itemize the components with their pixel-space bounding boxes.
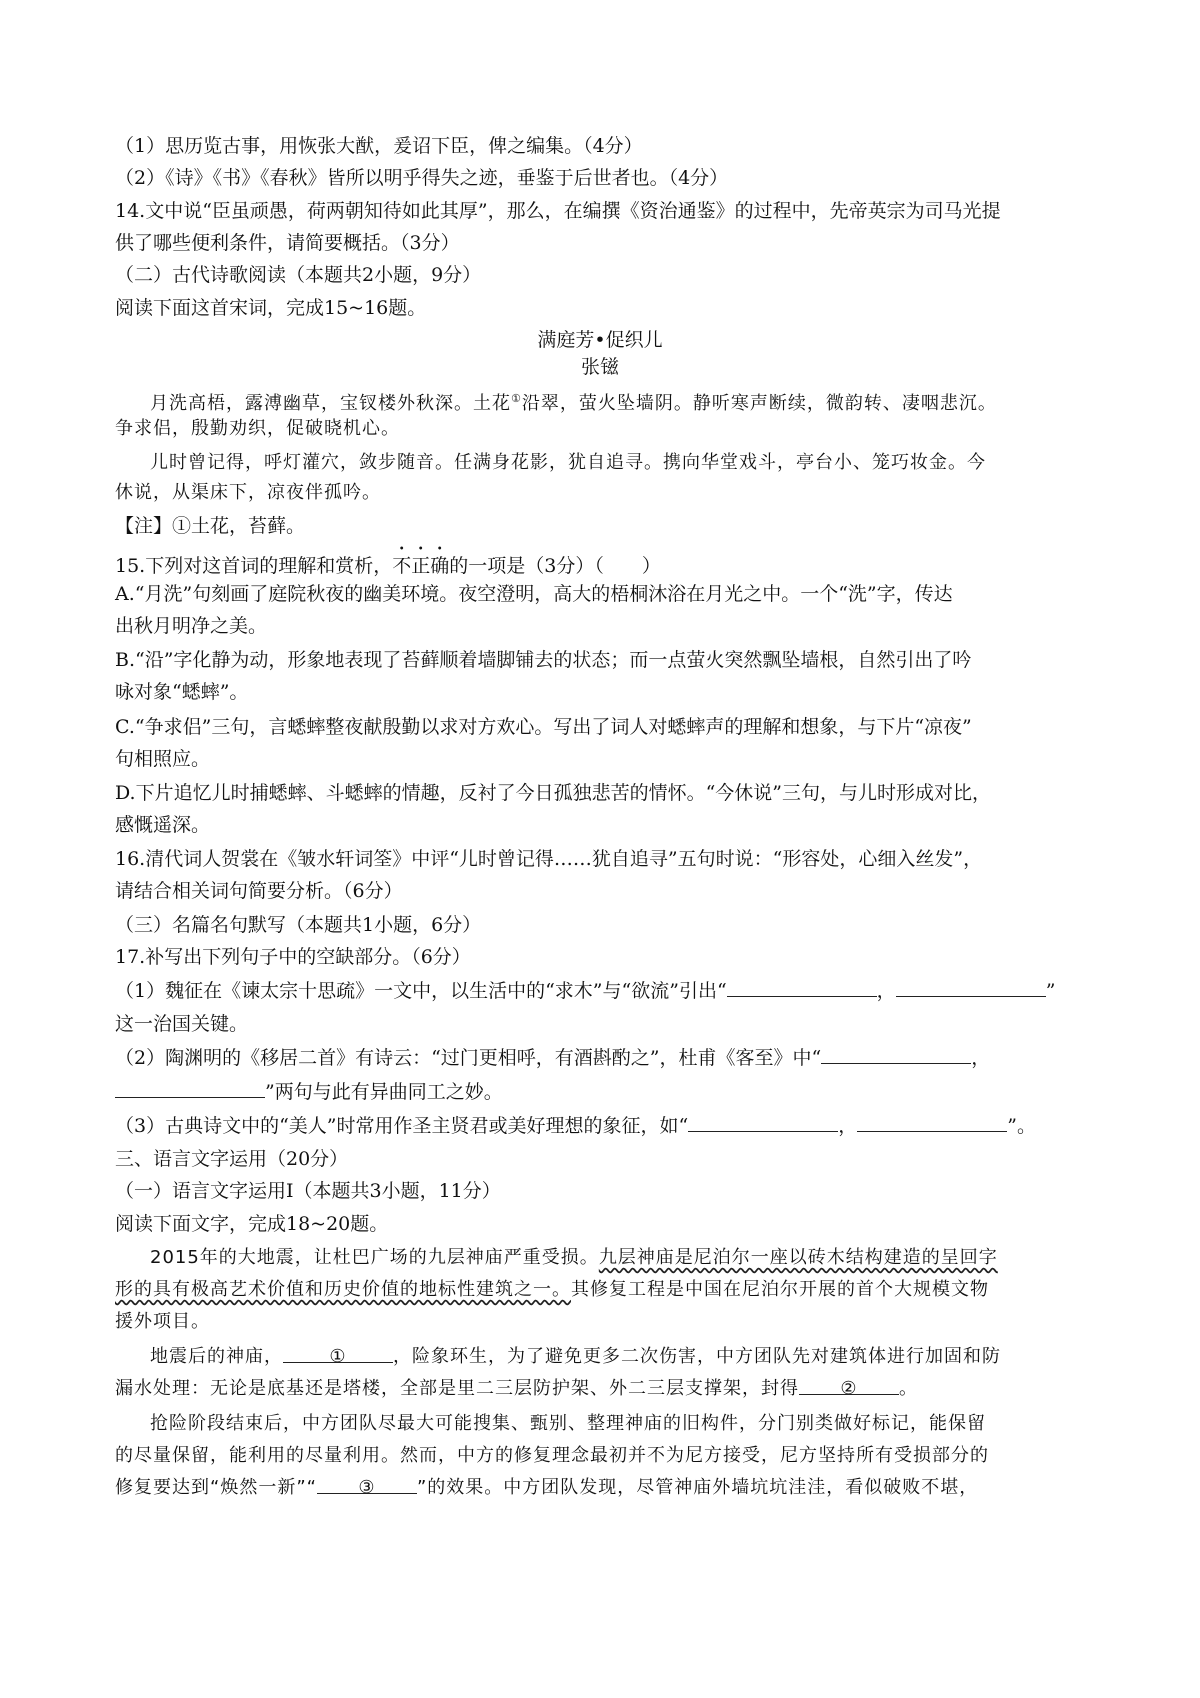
translation-item-1: （1）思历览古事，用恢张大猷，爰诏下臣，俾之编集。（4分）	[115, 135, 643, 157]
passage-para-1-line-1: 2015年的大地震，让杜巴广场的九层神庙严重受损。九层神庙是尼泊尔一座以砖木结构建造的呈回字	[150, 1247, 998, 1268]
passage-para-3-line-1: 抢险阶段结束后，中方团队尽最大可能搜集、甄别、整理神庙的旧构件，分门别类做好标记，能保留	[150, 1413, 986, 1434]
question-17-stem: 17.补写出下列句子中的空缺部分。（6分）	[115, 946, 471, 968]
question-16-line-1: 16.清代词人贺裳在《皱水轩词筌》中评“儿时曾记得……犹自追寻”五句时说：“形容处，心细入丝发”，	[115, 848, 983, 870]
poem-author: 张镃	[580, 356, 619, 378]
wavy-underlined-sentence: 九层神庙是尼泊尔一座以砖木结构建造的呈回字	[598, 1247, 998, 1268]
option-a-line-2: 出秋月明净之美。	[115, 615, 268, 637]
fill-blank[interactable]	[688, 1111, 838, 1132]
poem-stanza-1-line-2: 争求侣，殷勤劝织，促破晓机心。	[115, 418, 400, 439]
question-17-1-line-1: （1）魏征在《谏太宗十思疏》一文中，以生活中的“求木”与“欲流”引出“ ， ”	[115, 976, 1100, 1006]
poem-stanza-2-line-2: 休说，从渠床下，凉夜伴孤吟。	[115, 482, 381, 503]
passage-para-3-line-2: 的尽量保留，能利用的尽量利用。然而，中方的修复理念最初并不为尼方接受，尼方坚持所有受损部分的	[115, 1445, 989, 1466]
passage-para-3-line-3: 修复要达到“焕然一新”“ ③ ”的效果。中方团队发现，尽管神庙外墙坑坑洼洼，看似破败不堪，	[115, 1473, 1100, 1503]
question-17-3: （3）古典诗文中的“美人”时常用作圣主贤君或美好理想的象征，如“ ， ”。	[115, 1111, 1100, 1141]
question-16-line-2: 请结合相关词句简要分析。（6分）	[115, 880, 403, 902]
emphasis-not-correct: 不正确	[392, 555, 450, 577]
reading-instruction-poem: 阅读下面这首宋词，完成15~16题。	[115, 297, 427, 319]
question-14-line-1: 14.文中说“臣虽顽愚，荷两朝知待如此其厚”，那么，在编撰《资治通鉴》的过程中，先帝英宗为司马光提	[115, 200, 1001, 222]
option-a-line-1: A.“月洗”句刻画了庭院秋夜的幽美环境。夜空澄明，高大的梧桐沐浴在月光之中。一个“洗”字，传达	[115, 583, 953, 605]
fill-blank[interactable]	[896, 976, 1046, 997]
wavy-underlined-sentence: 形的具有极高艺术价值和历史价值的地标性建筑之一。	[115, 1279, 571, 1300]
option-d-line-2: 感慨遥深。	[115, 814, 211, 836]
poem-stanza-1-line-1: 月洗高梧，露溥幽草，宝钗楼外秋深。土花①沿翠，萤火坠墙阴。静听寒声断续，微韵转、凄咽悲沉。	[150, 392, 997, 414]
question-17-2-line-2: ”两句与此有异曲同工之妙。	[115, 1077, 1100, 1107]
fill-blank[interactable]	[727, 976, 877, 997]
footnote-marker: ①	[511, 392, 522, 405]
option-b-line-2: 咏对象“蟋蟀”。	[115, 681, 249, 703]
numbered-blank-3[interactable]: ③	[317, 1473, 417, 1494]
fill-blank[interactable]	[821, 1043, 971, 1064]
question-15-stem: 15.下列对这首词的理解和赏析，不正确的一项是（3分）（ ）	[115, 555, 661, 577]
poem-note: 【注】①土花，苔藓。	[115, 515, 306, 537]
poem-stanza-2-line-1: 儿时曾记得，呼灯灌穴，敛步随音。任满身花影，犹自追寻。携向华堂戏斗，亭台小、笼巧妆金。今	[150, 452, 986, 473]
option-c-line-1: C.“争求侣”三句，言蟋蟀整夜献殷勤以求对方欢心。写出了词人对蟋蟀声的理解和想象，与下片“凉夜”	[115, 716, 972, 738]
question-17-2-line-1: （2）陶渊明的《移居二首》有诗云：“过门更相呼，有酒斟酌之”，杜甫《客至》中“ ，	[115, 1043, 1100, 1073]
fill-blank[interactable]	[857, 1111, 1007, 1132]
reading-instruction-passage: 阅读下面文字，完成18~20题。	[115, 1213, 389, 1235]
question-14-line-2: 供了哪些便利条件，请简要概括。（3分）	[115, 232, 460, 254]
passage-para-1-line-3: 援外项目。	[115, 1311, 210, 1332]
passage-para-2-line-2: 漏水处理：无论是底基还是塔楼，全部是里二三层防护架、外二三层支撑架，封得 ② 。	[115, 1374, 1100, 1404]
numbered-blank-2[interactable]: ②	[799, 1374, 899, 1395]
section-heading-recitation: （三）名篇名句默写（本题共1小题，6分）	[115, 914, 482, 936]
passage-para-1-line-2: 形的具有极高艺术价值和历史价值的地标性建筑之一。其修复工程是中国在尼泊尔开展的首个大规模文物	[115, 1279, 989, 1300]
option-d-line-1: D.下片追忆儿时捕蟋蟀、斗蟋蟀的情趣，反衬了今日孤独悲苦的情怀。“今休说”三句，与儿时形成对比，	[115, 782, 992, 804]
question-17-1-line-2: 这一治国关键。	[115, 1013, 249, 1035]
option-c-line-2: 句相照应。	[115, 748, 211, 770]
numbered-blank-1[interactable]: ①	[283, 1342, 393, 1363]
part-heading-language-use: 三、语言文字运用（20分）	[115, 1148, 349, 1170]
option-b-line-1: B.“沿”字化静为动，形象地表现了苔藓顺着墙脚铺去的状态；而一点萤火突然飘坠墙根，自然引出了吟	[115, 649, 972, 671]
fill-blank[interactable]	[115, 1077, 265, 1098]
translation-item-2: （2）《诗》《书》《春秋》皆所以明乎得失之迹，垂鉴于后世者也。（4分）	[115, 167, 729, 189]
poem-title: 满庭芳•促织儿	[537, 329, 663, 351]
passage-para-2-line-1: 地震后的神庙， ① ，险象环生，为了避免更多二次伤害，中方团队先对建筑体进行加固和防	[150, 1342, 1100, 1372]
section-heading-language-use-1: （一）语言文字运用Ⅰ（本题共3小题，11分）	[115, 1180, 501, 1202]
section-heading-poetry: （二）古代诗歌阅读（本题共2小题，9分）	[115, 264, 482, 286]
